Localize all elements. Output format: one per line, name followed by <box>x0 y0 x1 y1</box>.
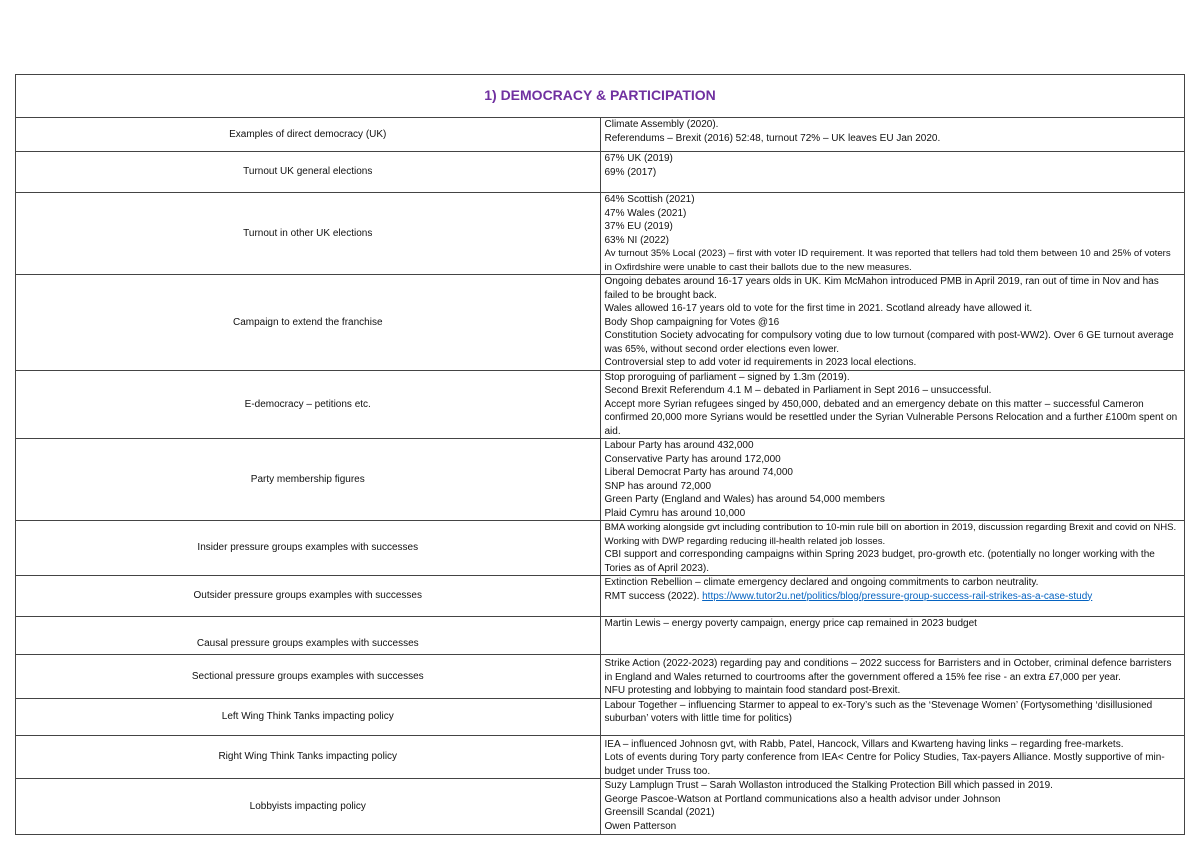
table-row <box>16 439 1185 521</box>
row-label: Examples of direct democracy (UK) <box>16 118 601 152</box>
content-line: Accept more Syrian refugees singed by 450,000, debated and an emergency debate on this matter – successful Cameron confirmed 20,000 more Syrians would be resettled under the Syrian Vulnerable Persons Relocation and a further £100m spent on aid. <box>604 398 1178 437</box>
row-label: Right Wing Think Tanks impacting policy <box>16 735 601 779</box>
content-line: Plaid Cymru has around 10,000 <box>604 507 746 519</box>
row-content <box>600 275 1185 371</box>
content-line: Martin Lewis – energy poverty campaign, energy price cap remained in 2023 budget <box>604 618 977 629</box>
table-row <box>16 521 1185 576</box>
content-line: Av turnout 35% Local (2023) – first with voter ID requirement. It was reported that tellers had told them between 10 and 25% of voters in Oxfirdshire were unable to cast their ballots due to the new measures. <box>604 248 1171 273</box>
content-line <box>605 590 1181 604</box>
row-label: Left Wing Think Tanks impacting policy <box>16 698 601 735</box>
row-label: Turnout in other UK elections <box>16 193 601 275</box>
content-line: NFU protesting and lobbying to maintain food standard post-Brexit. <box>604 685 901 696</box>
content-line: Extinction Rebellion – climate emergency declared and ongoing commitments to carbon neutrality. <box>604 577 1039 588</box>
content-line: Stop proroguing of parliament – signed by 1.3m (2019). <box>604 371 850 383</box>
content-line: 64% Scottish (2021) <box>604 194 695 205</box>
content-line: Labour Party has around 432,000 <box>604 440 754 451</box>
content-line: Lots of events during Tory party conference from IEA< Centre for Policy Studies, Tax-payers Alliance. Mostly supportive of min-budget under Truss too. <box>604 752 1165 777</box>
row-content <box>600 193 1185 275</box>
table-row <box>16 193 1185 275</box>
content-line: Climate Assembly (2020). <box>604 119 719 130</box>
content-line: Owen Patterson <box>604 820 677 832</box>
table-row <box>16 655 1185 699</box>
table-row <box>16 152 1185 193</box>
content-line: Wales allowed 16-17 years old to vote for the first time in 2021. Scotland already have allowed it. <box>604 303 1033 314</box>
table-row <box>16 118 1185 152</box>
content-line: SNP has around 72,000 <box>604 480 712 492</box>
row-label: Sectional pressure groups examples with successes <box>16 655 601 699</box>
content-line: 63% NI (2022) <box>604 234 669 246</box>
page-title: 1) DEMOCRACY & PARTICIPATION <box>484 87 716 103</box>
row-content <box>600 152 1185 193</box>
row-label: Outsider pressure groups examples with successes <box>16 576 601 617</box>
row-label: E-democracy – petitions etc. <box>16 370 601 439</box>
content-line: Body Shop campaigning for Votes @16 <box>604 316 780 328</box>
row-label: Insider pressure groups examples with successes <box>16 521 601 576</box>
table-row <box>16 370 1185 439</box>
row-label: Campaign to extend the franchise <box>16 275 601 371</box>
table-row <box>16 779 1185 835</box>
content-line: Ongoing debates around 16-17 years olds in UK. Kim McMahon introduced PMB in April 2019, ran out of time in Nov and has failed to be brought back. <box>604 276 1159 301</box>
row-content <box>600 521 1185 576</box>
content-line: Referendums – Brexit (2016) 52:48, turnout 72% – UK leaves EU Jan 2020. <box>604 132 941 144</box>
row-content <box>600 779 1185 835</box>
table-row <box>16 698 1185 735</box>
content-line: Second Brexit Referendum 4.1 M – debated in Parliament in Sept 2016 – unsuccessful. <box>604 385 992 396</box>
content-line: Controversial step to add voter id requirements in 2023 local elections. <box>604 357 917 368</box>
row-content <box>600 735 1185 779</box>
row-content <box>600 576 1185 617</box>
content-line: Green Party (England and Wales) has around 54,000 members <box>604 494 885 505</box>
title-cell <box>16 75 1185 118</box>
table-row <box>16 617 1185 655</box>
title-row <box>16 75 1185 118</box>
row-label: Causal pressure groups examples with successes <box>16 617 601 655</box>
content-line: 69% (2017) <box>604 166 657 178</box>
content-line: Labour Together – influencing Starmer to appeal to ex-Tory’s such as the ‘Stevenage Women’ (Fortysomething ‘disillusioned suburban’ voters with little time for politics) <box>604 699 1153 724</box>
content-line: Constitution Society advocating for compulsory voting due to low turnout (compared with post-WW2). Over 6 GE turnout average was 65%, without second order elections even lower. <box>604 330 1174 355</box>
content-line: BMA working alongside gvt including contribution to 10-min rule bill on abortion in 2019, discussion regarding Brexit and covid on NHS. Working with DWP regarding reducing ill-health related job losses. <box>604 522 1177 547</box>
row-content <box>600 617 1185 655</box>
row-label: Lobbyists impacting policy <box>16 779 601 835</box>
content-line: Liberal Democrat Party has around 74,000 <box>604 467 793 478</box>
democracy-table <box>15 74 1185 835</box>
content-line: Greensill Scandal (2021) <box>604 807 715 818</box>
content-line: Strike Action (2022-2023) regarding pay and conditions – 2022 success for Barristers and in October, criminal defence barristers in England and Wales returned to courtrooms after the government offered a 15% fee rise - an extra £7,000 per year. <box>604 658 1172 683</box>
row-content <box>600 439 1185 521</box>
content-line: Suzy Lamplugn Trust – Sarah Wollaston introduced the Stalking Protection Bill which passed in 2019. <box>604 780 1053 791</box>
row-label: Party membership figures <box>16 439 601 521</box>
content-line: 37% EU (2019) <box>604 221 673 232</box>
link-prefix: RMT success (2022). <box>604 590 703 602</box>
content-line: CBI support and corresponding campaigns within Spring 2023 budget, pro-growth etc. (potentially no longer working with the Tories as of April 2023). <box>604 549 1155 574</box>
table-row <box>16 576 1185 617</box>
case-study-link[interactable]: https://www.tutor2u.net/politics/blog/pressure-group-success-rail-strikes-as-a-case-study <box>702 590 1093 602</box>
content-line: Conservative Party has around 172,000 <box>604 453 781 465</box>
row-content <box>600 370 1185 439</box>
row-content <box>600 118 1185 152</box>
content-line: 47% Wales (2021) <box>604 207 687 219</box>
table-row <box>16 735 1185 779</box>
row-label: Turnout UK general elections <box>16 152 601 193</box>
content-line: 67% UK (2019) <box>604 153 673 164</box>
table-row <box>16 275 1185 371</box>
content-line: IEA – influenced Johnosn gvt, with Rabb, Patel, Hancock, Villars and Kwarteng having links – regarding free-markets. <box>604 738 1124 750</box>
row-content <box>600 655 1185 699</box>
content-line: George Pascoe-Watson at Portland communications also a health advisor under Johnson <box>604 793 1001 805</box>
row-content <box>600 698 1185 735</box>
